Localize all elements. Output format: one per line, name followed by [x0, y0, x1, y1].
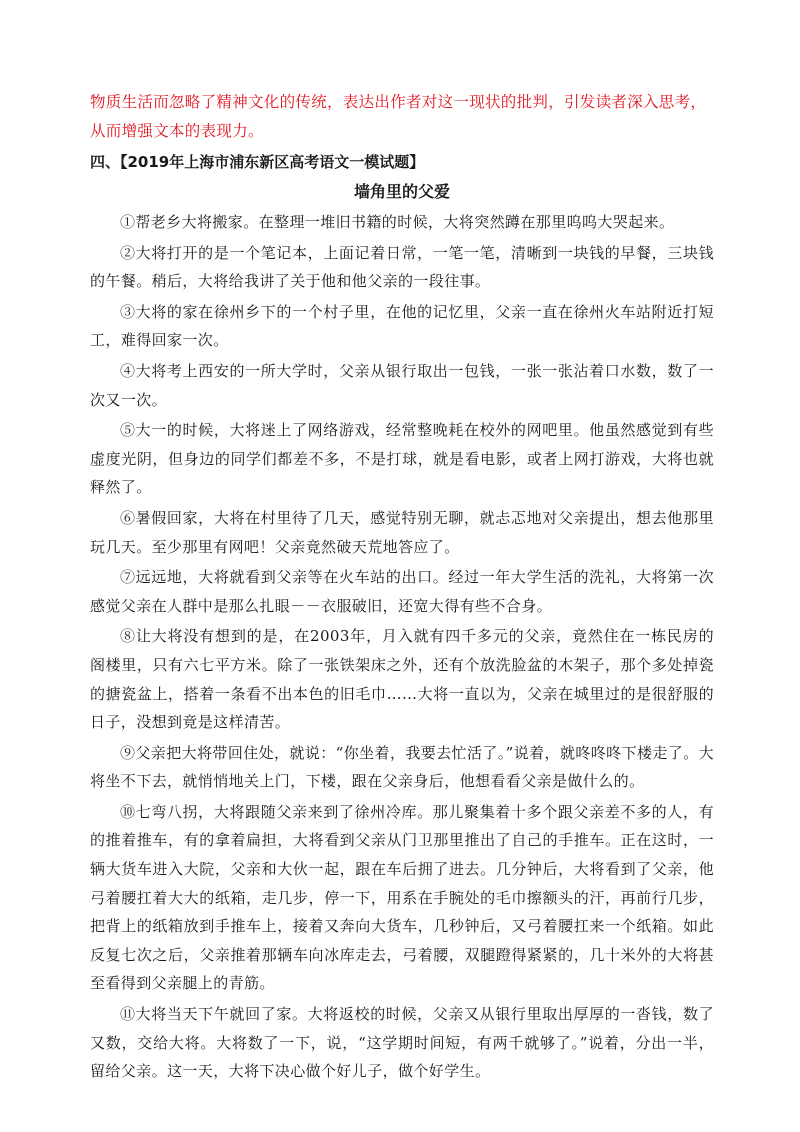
article-title: 墙角里的父爱	[353, 182, 450, 201]
paragraph-3: ③大将的家在徐州乡下的一个村子里，在他的记忆里，父亲一直在徐州火车站附近打短工，难得回家一次。	[90, 302, 714, 350]
paragraph-8: ⑧让大将没有想到的是，在2003年，月入就有四千多元的父亲，竟然住在一栋民房的阁楼里，只有六七平方米。除了一张铁架床之外，还有个放洗脸盆的木架子，那个多处掉瓷的搪瓷盆上，搭着一条看不出本色的旧毛巾……大将一直以为，父亲在城里过的是很舒服的日子，没想到竟是这样清苦。	[90, 627, 714, 732]
intro-text: 物质生活而忽略了精神文化的传统，表达出作者对这一现状的批判，引发读者深入思考，从而增强文本的表现力。	[90, 93, 707, 140]
paragraph-2: ②大将打开的是一个笔记本，上面记着日常，一笔一笔，清晰到一块钱的早餐，三块钱的午餐。稍后，大将给我讲了关于他和他父亲的一段往事。	[90, 243, 714, 291]
paragraph-9: ⑨父亲把大将带回住处，就说：“你坐着，我要去忙活了。”说着，就咚咚咚下楼走了。大将坐不下去，就悄悄地关上门，下楼，跟在父亲身后，他想看看父亲是做什么的。	[90, 743, 714, 791]
paragraph-5: ⑤大一的时候，大将迷上了网络游戏，经常整晚耗在校外的网吧里。他虽然感觉到有些虚度光阴，但身边的同学们都差不多，不是打球，就是看电影，或者上网打游戏，大将也就释然了。	[90, 421, 714, 497]
paragraph-4: ④大将考上西安的一所大学时，父亲从银行取出一包钱，一张一张沾着口水数，数了一次又一次。	[90, 361, 714, 409]
paragraph-6: ⑥暑假回家，大将在村里待了几天，感觉特别无聊，就忐忑地对父亲提出，想去他那里玩几天。至少那里有网吧！父亲竟然破天荒地答应了。	[90, 508, 714, 556]
paragraph-11: ⑪大将当天下午就回了家。大将返校的时候，父亲又从银行里取出厚厚的一沓钱，数了又数，交给大将。大将数了一下，说，“这学期时间短，有两千就够了。”说着，分出一半，留给父亲。这一天，大将下决心做个好儿子，做个好学生。	[90, 1005, 714, 1081]
section-heading: 四、【2019年上海市浦东新区高考语文一模试题】	[90, 153, 425, 171]
paragraph-1: ①帮老乡大将搬家。在整理一堆旧书籍的时候，大将突然蹲在那里呜呜大哭起来。	[120, 213, 675, 231]
paragraph-10: ⑩七弯八拐，大将跟随父亲来到了徐州冷库。那儿聚集着十多个跟父亲差不多的人，有的推着推车，有的拿着扁担，大将看到父亲从门卫那里推出了自己的手推车。正在这时，一辆大货车进入大院，父亲和大伙一起，跟在车后拥了进去。几分钟后，大将看到了父亲，他弓着腰扛着大大的纸箱，走几步，停一下，用系在手腕处的毛巾擦额头的汗，再前行几步，把背上的纸箱放到手推车上，接着又奔向大货车，几秒钟后，又弓着腰扛来一个纸箱。如此反复七次之后，父亲推着那辆车向冰库走去，弓着腰，双腿蹬得紧紧的，几十米外的大将甚至看得到父亲腿上的青筋。	[90, 802, 714, 993]
paragraph-7: ⑦远远地，大将就看到父亲等在火车站的出口。经过一年大学生活的洗礼，大将第一次感觉父亲在人群中是那么扎眼－－衣服破旧，还宽大得有些不合身。	[90, 568, 714, 615]
